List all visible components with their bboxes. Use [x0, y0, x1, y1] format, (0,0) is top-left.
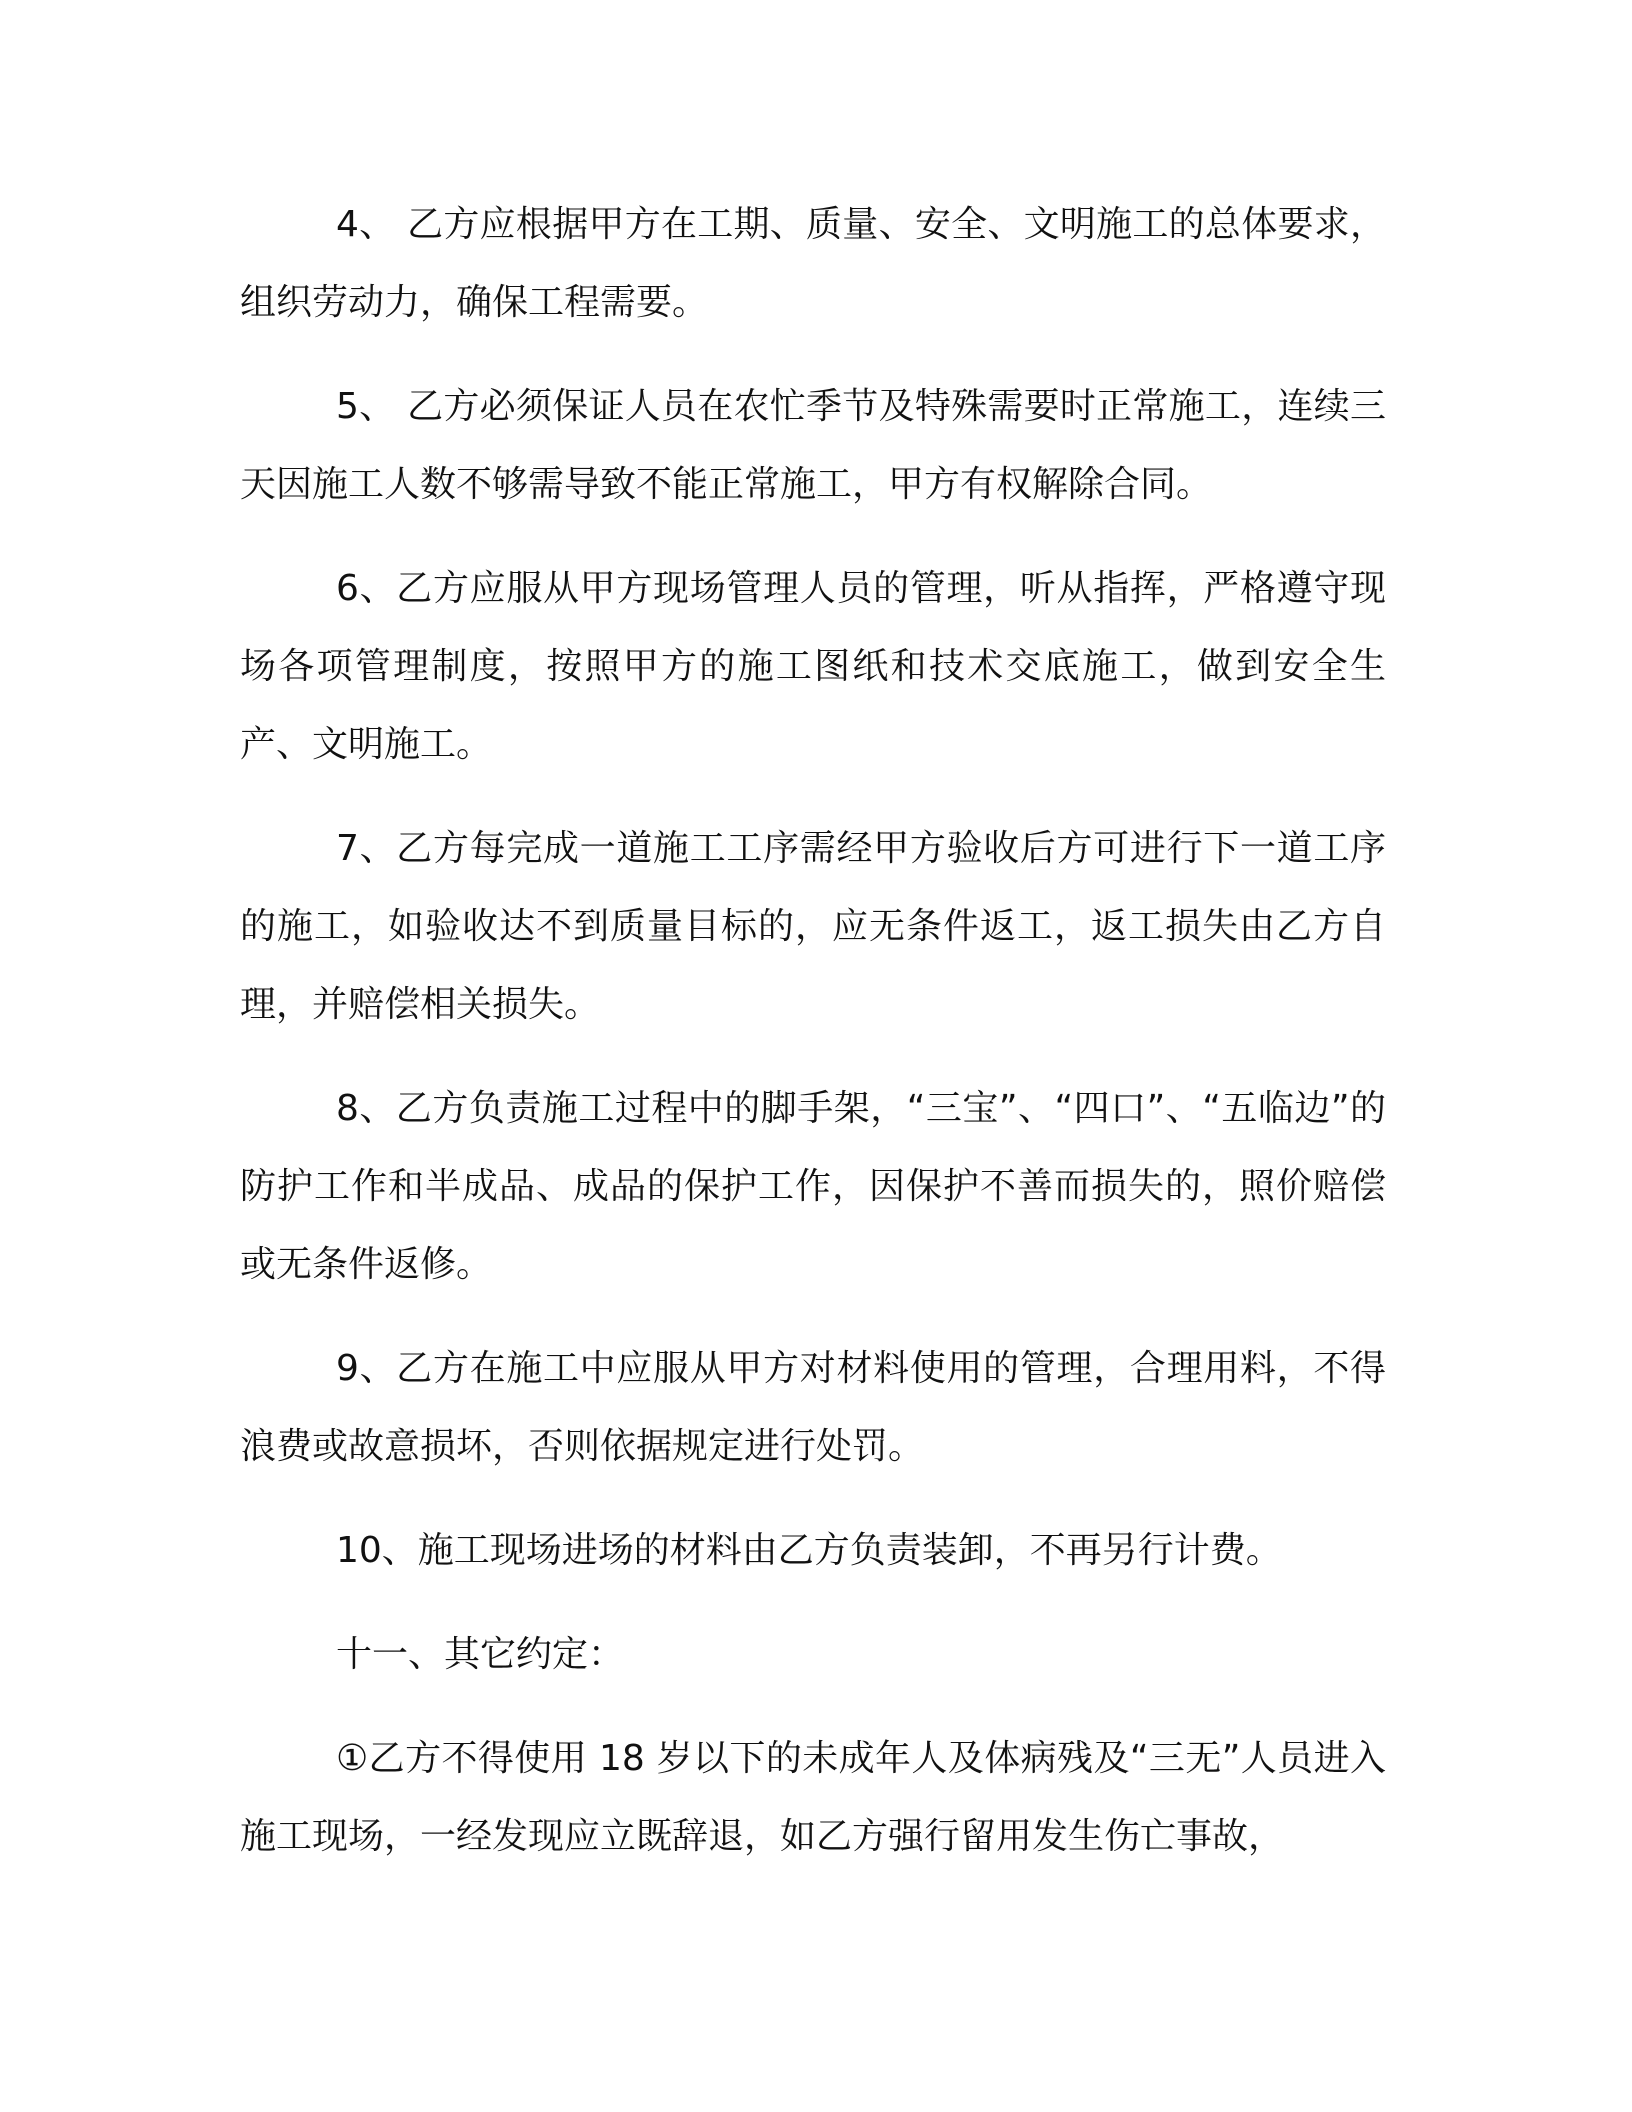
clause-7: 7、乙方每完成一道施工工序需经甲方验收后方可进行下一道工序的施工，如验收达不到质量目标的，应无条件返工，返工损失由乙方自理，并赔偿相关损失。	[240, 828, 1386, 1025]
document-body	[240, 186, 1386, 1902]
clause-5: 5、 乙方必须保证人员在农忙季节及特殊需要时正常施工，连续三天因施工人数不够需导致不能正常施工，甲方有权解除合同。	[240, 386, 1386, 505]
clause-9: 9、乙方在施工中应服从甲方对材料使用的管理，合理用料，不得浪费或故意损坏，否则依据规定进行处罚。	[240, 1348, 1386, 1467]
clause-6: 6、乙方应服从甲方现场管理人员的管理，听从指挥，严格遵守现场各项管理制度，按照甲方的施工图纸和技术交底施工，做到安全生产、文明施工。	[240, 568, 1386, 765]
section-heading-other-agreements: 十一、其它约定：	[336, 1634, 625, 1675]
clause-10: 10、施工现场进场的材料由乙方负责装卸，不再另行计费。	[336, 1530, 1282, 1571]
clause-8: 8、乙方负责施工过程中的脚手架，“三宝”、“四口”、“五临边”的防护工作和半成品、成品的保护工作，因保护不善而损失的，照价赔偿或无条件返修。	[240, 1088, 1386, 1285]
clause-4: 4、 乙方应根据甲方在工期、质量、安全、文明施工的总体要求，组织劳动力，确保工程需要。	[240, 204, 1386, 323]
other-agreement-item-1: ①乙方不得使用 18 岁以下的未成年人及体病残及“三无”人员进入施工现场，一经发现应立既辞退，如乙方强行留用发生伤亡事故，	[240, 1738, 1386, 1857]
